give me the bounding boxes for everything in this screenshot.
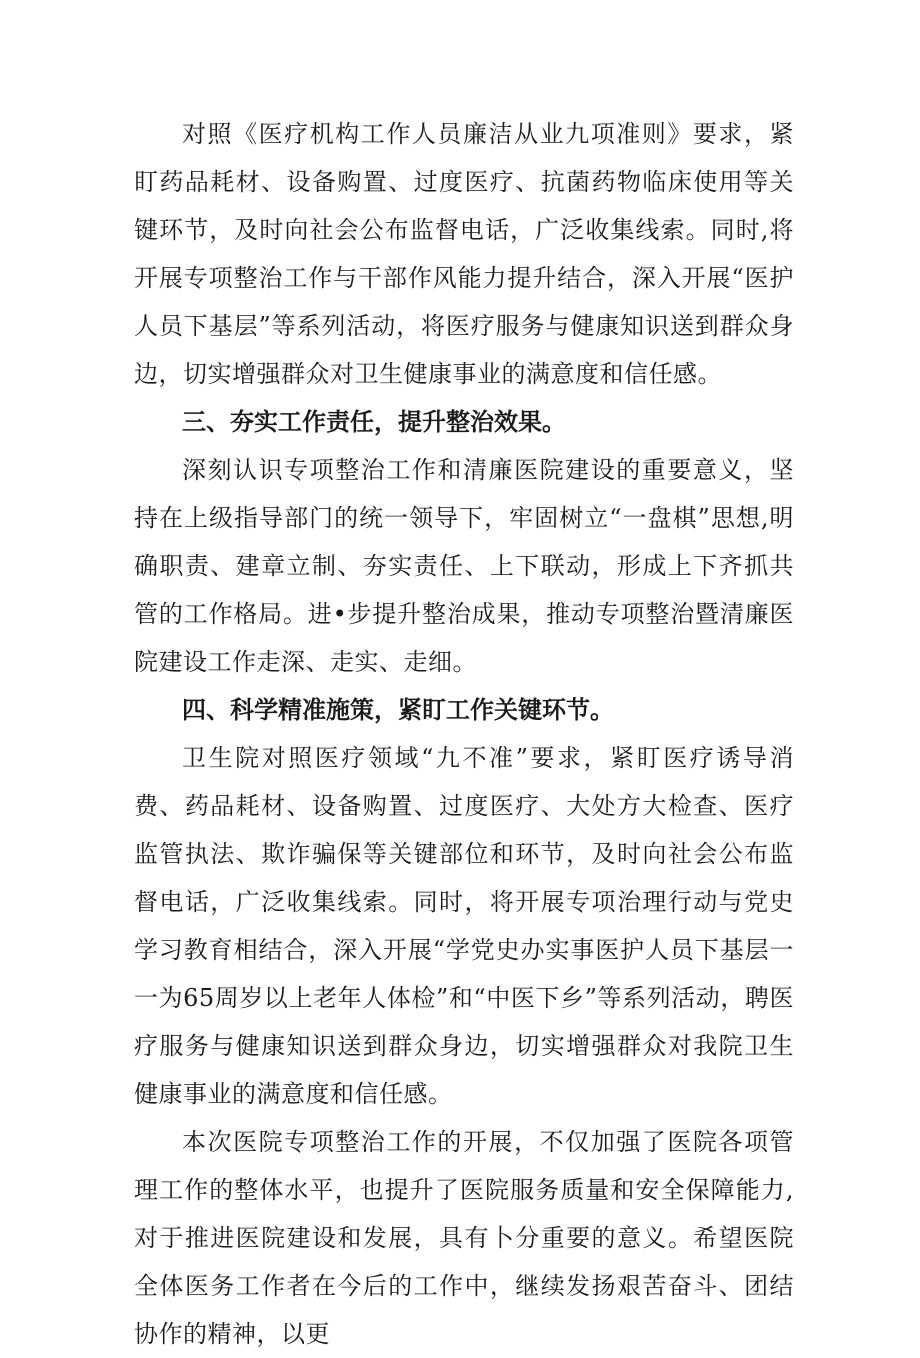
paragraph-4: 本次医院专项整治工作的开展，不仅加强了医院各项管理工作的整体水平，也提升了医院服务质量和安全保障能力,对于推进医院建设和发展，具有卜分重要的意义。希望医院全体医务工作者在今后的工作中，继续发扬艰苦奋斗、团结协作的精神，以更 <box>134 1128 794 1348</box>
paragraph-1: 对照《医疗机构工作人员廉洁从业九项准则》要求，紧盯药品耗材、设备购置、过度医疗、抗菌药物临床使用等关键环节，及时向社会公布监督电话，广泛收集线索。同时,将开展专项整治工作与干部作风能力提升结合，深入开展“医护人员下基层”等系列活动，将医疗服务与健康知识送到群众身边，切实增强群众对卫生健康事业的满意度和信任感。 <box>134 120 794 388</box>
section-heading-3: 三、夯实工作责任，提升整治效果。 <box>182 407 566 436</box>
paragraph-2: 深刻认识专项整治工作和清廉医院建设的重要意义，坚持在上级指导部门的统一领导下，牢固树立“一盘棋”思想,明确职责、建章立制、夯实责任、上下联动，形成上下齐抓共管的工作格局。进•步提升整治成果，推动专项整治暨清廉医院建设工作走深、走实、走细。 <box>134 456 794 676</box>
paragraph-3: 卫生院对照医疗领域“九不准”要求，紧盯医疗诱导消费、药品耗材、设备购置、过度医疗、大处方大检查、医疗监管执法、欺诈骗保等关键部位和环节，及时向社会公布监督电话，广泛收集线索。同时，将开展专项治理行动与党史学习教育相结合，深入开展“学党史办实事医护人员下基层一一为65周岁以上老年人体检”和“中医下乡”等系列活动，聘医疗服务与健康知识送到群众身边，切实增强群众对我院卫生健康事业的满意度和信任感。 <box>134 744 794 1108</box>
document-body <box>134 110 794 1358</box>
section-heading-4: 四、科学精准施策，紧盯工作关键环节。 <box>182 695 614 724</box>
